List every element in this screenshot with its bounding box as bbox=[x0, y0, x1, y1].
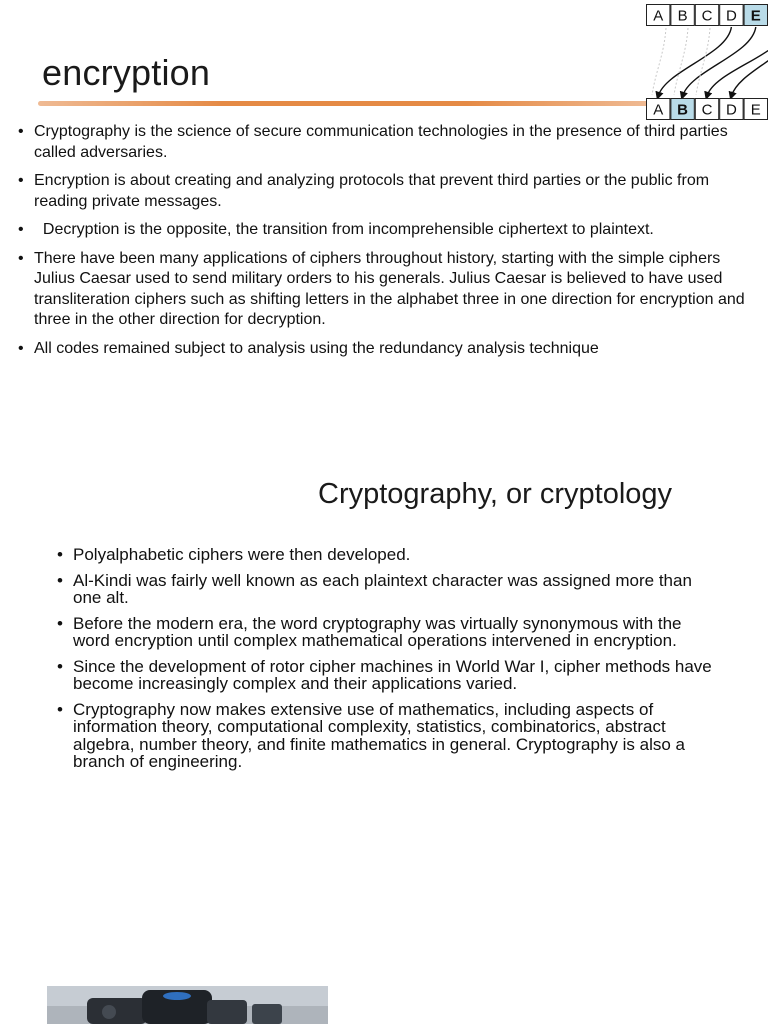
section2-title: Cryptography, or cryptology bbox=[318, 478, 673, 510]
faint-shift-arrow bbox=[652, 28, 666, 95]
bullet-item: • Al-Kindi was fairly well known as each plaintext character was assigned more than one alt. bbox=[57, 572, 717, 607]
slide2-bullet-list bbox=[57, 546, 717, 779]
bullet-item: • Before the modern era, the word cryptography was virtually synonymous with the word encryption until complex mathematical operations intervened in encryption. bbox=[57, 615, 717, 650]
caesar-cipher-diagram bbox=[646, 0, 768, 124]
bullet-item: • Encryption is about creating and analyzing protocols that prevent third parties or the public from reading private messages. bbox=[18, 171, 753, 212]
title-underline bbox=[38, 101, 650, 106]
rotor-cipher-machine-photo bbox=[47, 986, 328, 1024]
cipher-top-letter: E bbox=[750, 7, 761, 25]
faint-shift-arrow bbox=[674, 28, 688, 95]
bullet-item: • There have been many applications of ciphers throughout history, starting with the simple ciphers Julius Caesar used to send military orders to his generals. Julius Caesar is believed to have used transliteration ciphers such as shifting letters in the alphabet three in one direction for encryption and three in the other direction for decryption. bbox=[18, 249, 753, 331]
cipher-bottom-row bbox=[647, 99, 768, 120]
cipher-bottom-letter: D bbox=[725, 101, 737, 119]
shift-arrow bbox=[658, 27, 731, 96]
shift-arrow bbox=[683, 27, 756, 96]
cipher-bottom-letter: B bbox=[677, 101, 689, 119]
cipher-top-row bbox=[647, 5, 768, 26]
slide-title: encryption bbox=[42, 52, 211, 93]
bullet-item: • Cryptography now makes extensive use of mathematics, including aspects of information theory, computational complexity, statistics, combinatorics, abstract algebra, number theory, and finite mathematics in general. Cryptography is also a branch of engineering. bbox=[57, 701, 717, 771]
bullet-item: • Since the development of rotor cipher machines in World War I, cipher methods have become increasingly complex and their applications varied. bbox=[57, 658, 717, 693]
cipher-shift-arrows bbox=[652, 27, 768, 96]
cipher-top-letter: B bbox=[677, 7, 688, 25]
bullet-item: • Decryption is the opposite, the transition from incomprehensible ciphertext to plaintext. bbox=[18, 220, 753, 241]
cipher-bottom-letter: A bbox=[653, 101, 664, 119]
cipher-bottom-letter: E bbox=[750, 101, 761, 119]
bullet-item: • Polyalphabetic ciphers were then developed. bbox=[57, 546, 717, 564]
bullet-item: • All codes remained subject to analysis using the redundancy analysis technique bbox=[18, 339, 753, 360]
bullet-item: • Cryptography is the science of secure communication technologies in the presence of third parties called adversaries. bbox=[18, 122, 753, 163]
cipher-top-letter: D bbox=[725, 7, 737, 25]
cipher-top-letter: A bbox=[653, 7, 664, 25]
cipher-bottom-letter: C bbox=[701, 101, 713, 119]
slide1-bullet-list bbox=[18, 122, 753, 367]
cipher-top-letter: C bbox=[701, 7, 713, 25]
